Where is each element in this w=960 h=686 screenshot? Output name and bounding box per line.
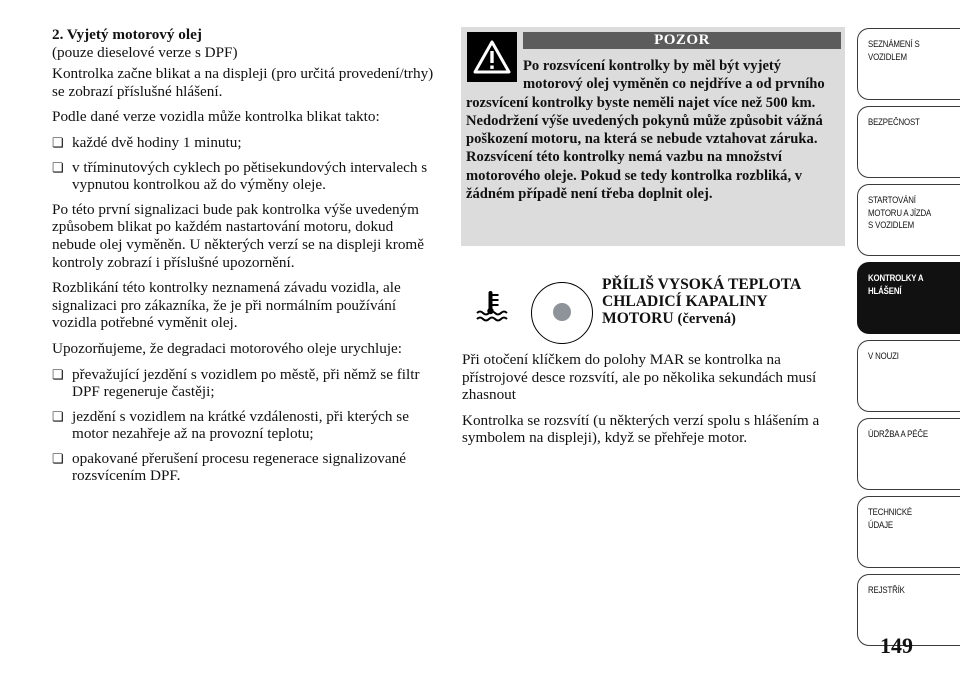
tab-maintenance[interactable]: ÚDRŽBA A PÉČE [857,418,960,490]
tab-emergency[interactable]: V NOUZI [857,340,960,412]
tab-technical-data[interactable]: TECHNICKÉ ÚDAJE [857,496,960,568]
checkbox-bullet-icon: ❏ [52,159,64,175]
list-item: ❏ jezdění s vozidlem na krátké vzdálenosti, při kterých se motor nezahřeje až na provozní teplotu; [52,407,409,443]
checkbox-bullet-icon: ❏ [52,450,64,466]
section-subheading: (pouze dieselové verze s DPF) [52,43,238,61]
paragraph: Upozorňujeme, že degradaci motorového oleje urychluje: [52,339,403,357]
tab-starting-driving[interactable]: STARTOVÁNÍ MOTORU A JÍZDA S VOZIDLEM [857,184,960,256]
paragraph: Po této první signalizaci bude pak kontrolka výše uvedeným způsobem blikat po každém nastartování motoru, dokud nebude olej vyměněn. U některých verzí se na displeji kromě kontroly zobrazí i příslušné upozornění. [52,200,424,271]
temp-heading: PŘÍLIŠ VYSOKÁ TEPLOTA CHLADICÍ KAPALINY MOTORU (červená) [602,276,801,327]
paragraph: Kontrolka se rozsvítí (u některých verzí spolu s hlášením a symbolem na displeji), když se přehřeje motor. [462,411,820,447]
list-item: ❏ v tříminutových cyklech po pětisekundových intervalech s vypnutou kontrolkou až do výměny oleje. [52,158,428,194]
paragraph: Podle dané verze vozidla může kontrolka blikat takto: [52,108,380,126]
paragraph: Při otočení klíčkem do polohy MAR se kontrolka na přístrojové desce rozsvítí, ale po několika sekundách musí zhasnout [462,351,817,404]
tab-warning-lights[interactable]: KONTROLKY A HLÁŠENÍ [857,262,960,334]
list-item: ❏ opakované přerušení procesu regenerace signalizované rozsvícením DPF. [52,449,406,485]
checkbox-bullet-icon: ❏ [52,366,64,382]
paragraph: Rozblikání této kontrolky neznamená závadu vozidla, ale signalizaci pro zákazníka, že je při normálním používání vozidla potřebné vyměnit olej. [52,279,401,332]
checkbox-bullet-icon: ❏ [52,408,64,424]
coolant-temperature-icon [473,288,509,324]
left-column [52,26,438,492]
tab-introduction[interactable]: SEZNÁMENÍ S VOZIDLEM [857,28,960,100]
warning-text: Po rozsvícení kontrolky by měl být vyjetý motorový olej vyměněn co nejdříve a od prvního rozsvícení kontrolky byste neměli najet více než 500 km. Nedodržení výše uvedených pokynů může způsobit vážná poškození motoru, na která se nebude vztahovat záruka. Rozsvícení této kontrolky nemá vazbu na množství motorového oleje. Pokud se tedy kontrolka rozbliká, v žádném případě není třeba doplnit olej. [466,58,825,203]
right-column [462,351,842,455]
tab-safety[interactable]: BEZPEČNOST [857,106,960,178]
tab-index[interactable]: REJSTŘÍK [857,574,960,646]
warning-box [461,27,845,246]
list-item: ❏ každé dvě hodiny 1 minutu; [52,133,242,151]
checkbox-bullet-icon: ❏ [52,134,64,150]
page-number: 149 [880,633,913,658]
warning-title: POZOR [523,32,841,49]
list-item: ❏ převažující jezdění s vozidlem po městě, při němž se filtr DPF regeneruje častěji; [52,365,420,401]
section-heading: 2. Vyjetý motorový olej [52,26,202,43]
paragraph: Kontrolka začne blikat a na displeji (pro určitá provedení/trhy) se zobrazí příslušné hlášení. [52,65,434,100]
indicator-dot [553,303,571,321]
